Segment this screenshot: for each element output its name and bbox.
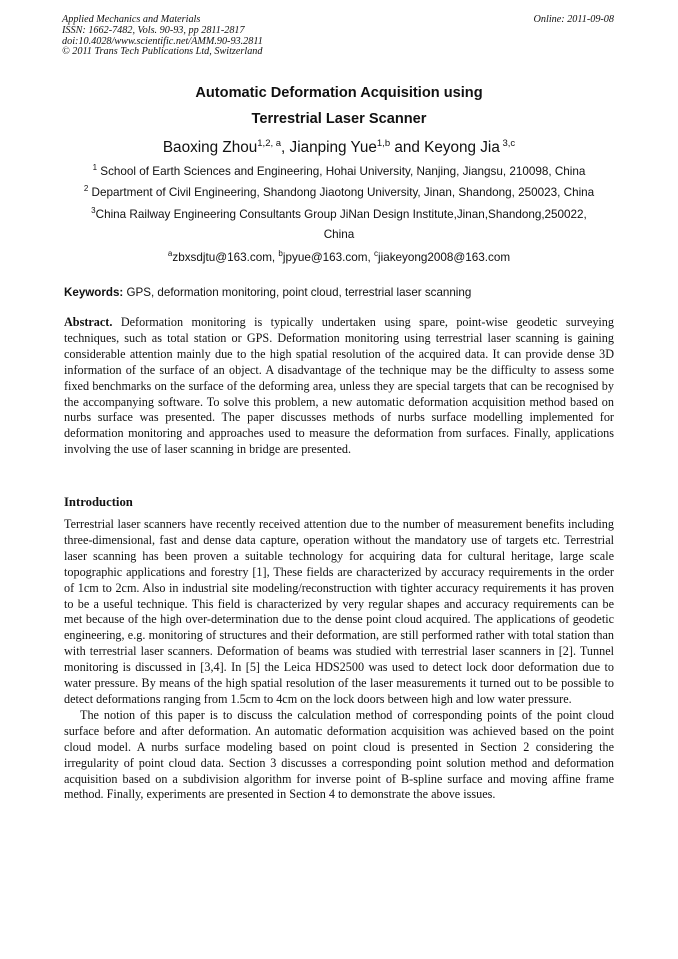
affiliation-3-continued: China [323, 228, 355, 241]
affiliation-text: China Railway Engineering Consultants Group JiNan Design Institute,Jinan,Shandong,250022, [95, 208, 587, 221]
author-separator: and [390, 139, 425, 156]
abstract-text: Deformation monitoring is typically undertaken using spare, point-wise geodetic surveying techniques, such as total station or GPS. Deformation monitoring using terrestrial laser scanning is gaining considerable attention mainly due to the high spatial resolution of the acquired data. It can provide dense 3D information of the surface of an object. A disadvantage of the technique may be the difficulty to assess some fixed benchmarks on the surface of the deforming area, unless they are special targets that can be recognised by the accompanying software. To solve this problem, a new automatic deformation acquisition method based on nurbs surface was presented. The paper discusses methods of nurbs surface modelling implemented for deformation monitoring and approaches used to measure the deformation from surfaces. Finally, applications involving the use of laser scanning in bridge are presented. [64, 315, 614, 457]
author-list [0, 138, 678, 157]
affiliation-marker: 2 [83, 184, 89, 193]
online-date: Online: 2011-09-08 [533, 14, 614, 25]
keywords [64, 286, 471, 299]
author-superscript: 3,c [499, 138, 516, 149]
email-list [0, 249, 678, 264]
paragraph: Terrestrial laser scanners have recently received attention due to the number of measurement benefits including three-dimensional, fast and dense data capture, operation without the mandatory use of targets etc. Terrestrial laser scanning has been proven a suitable technology for acquiring data for cultural heritage, large scale topographic applications and forestry [1], These fields are characterized by accuracy requirements in the order of 1cm to 2cm. Also in industrial site modeling/reconstruction with tighter accuracy requirements it has proven to be a useful technique. This field is characterized by very regular shapes and accuracy requirements can be met because of the high over-determination due to the dense point cloud acquired. The applications of geodetic engineering, e.g. monitoring of structures and their deformation, are still performed rather with total station than with terrestrial laser scanners. Deformation of beams was studied with terrestrial laser scanners in [2]. Tunnel monitoring is discussed in [3,4]. In [5] the Leica HDS2500 was used to detect lock door deformation due to water pressure. By means of the high spatial resolution of the laser measurements it turned out to be possible to detect deformations ranging from 1.5cm to 4cm on the lock doors between high and low water pressure. [64, 517, 614, 706]
title-line-1: Automatic Deformation Acquisition using [195, 85, 483, 101]
paper-title [0, 80, 678, 132]
affiliation-1 [0, 163, 678, 178]
journal-header [62, 15, 263, 58]
affiliation-3 [0, 206, 678, 221]
author-name: Keyong Jia [424, 139, 500, 156]
abstract-label: Abstract. [64, 315, 113, 329]
affiliation-2 [0, 184, 678, 199]
paragraph: The notion of this paper is to discuss the calculation method of corresponding points of the point cloud surface before and after deformation. An automatic deformation acquisition was achieved based on the point cloud model. A nurbs surface modeling based on point cloud is presented in Section 2 considering the irregularity of point cloud data. Section 3 discusses a corresponding point solution method and deformation acquisition based on a subdivision algorithm for inverse point of B-spline surface and moving affine frame method. Finally, experiments are presented in Section 4 to demonstrate the above issues. [64, 707, 614, 802]
author-name: Jianping Yue [289, 139, 377, 156]
email-marker: b [278, 249, 283, 258]
email-address: zbxsdjtu@163.com, [172, 251, 279, 264]
affiliation-text: Department of Civil Engineering, Shandong Jiaotong University, Jinan, Shandong, 250023, China [88, 186, 595, 199]
affiliation-marker: 1 [92, 163, 98, 172]
issn-line: ISSN: 1662-7482, Vols. 90-93, pp 2811-2817 [62, 24, 245, 36]
email-marker: c [374, 249, 379, 258]
author-name: Baoxing Zhou [162, 139, 258, 156]
affiliation-marker: 3 [91, 206, 96, 215]
email-address: jpyue@163.com, [282, 251, 375, 264]
introduction-body [64, 517, 614, 803]
email-address: jiakeyong2008@163.com [378, 251, 511, 264]
abstract [64, 315, 614, 458]
keywords-text: GPS, deformation monitoring, point cloud, terrestrial laser scanning [123, 286, 472, 299]
author-superscript: 1,b [376, 138, 391, 149]
copyright-line: © 2011 Trans Tech Publications Ltd, Switzerland [62, 46, 263, 58]
section-heading-introduction: Introduction [64, 495, 133, 509]
keywords-label: Keywords: [64, 286, 124, 299]
author-superscript: 1,2, a [257, 138, 282, 149]
email-marker: a [167, 249, 173, 258]
author-separator: , [281, 139, 290, 156]
affiliation-text: School of Earth Sciences and Engineering, Hohai University, Nanjing, Jiangsu, 210098, China [97, 165, 586, 178]
doi-line: doi:10.4028/www.scientific.net/AMM.90-93.2811 [62, 35, 263, 47]
journal-name: Applied Mechanics and Materials [62, 14, 201, 25]
title-line-2: Terrestrial Laser Scanner [251, 111, 427, 127]
